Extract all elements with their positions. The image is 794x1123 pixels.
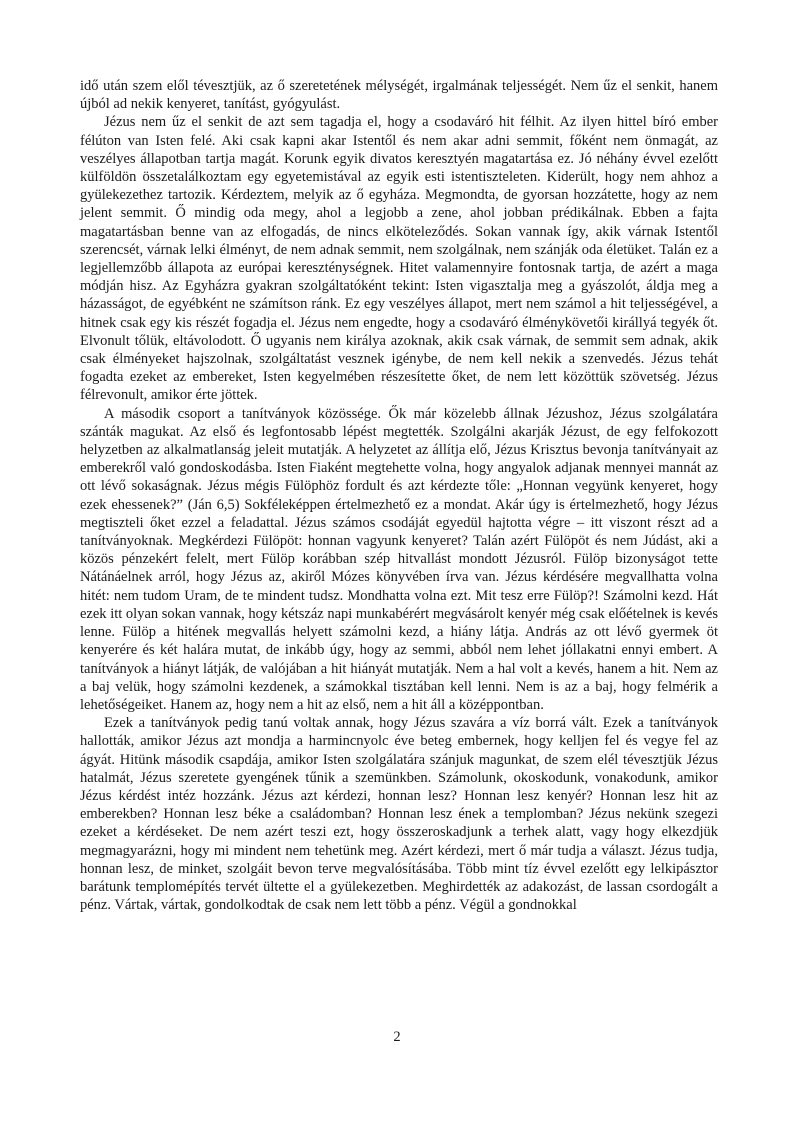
paragraph: Jézus nem űz el senkit de azt sem tagadja el, hogy a csodaváró hit félhit. Az ilyen hittel bíró ember félúton van Isten felé. Aki csak kapni akar Istentől és nem akar adni semmit, főként nem önmagát, az veszélyes állapotban tartja magát. Korunk egyik divatos keresztyén magatartása ez. Jó néhány évvel ezelőtt külföldön összetalálkoztam egy egyetemistával az egyik esti istentiszteleten. Kiderült, hogy nem ahhoz a gyülekezethez tartozik. Kérdeztem, melyik az ő egyháza. Megmondta, de gyorsan hozzátette, hogy az nem jelent semmit. Ő mindig oda megy, ahol a legjobb a zene, ahol jobban prédikálnak. Ebben a fajta magatartásban benne van az elfogadás, de nincs elköteleződés. Sokan vannak így, akik várnak Istentől szerencsét, várnak lelki élményt, de nem adnak semmit, nem szolgálnak, nem szánják oda életüket. Talán ez a legjellemzőbb állapota az európai kereszténységnek. Hitet valamennyire fontosnak tartja, de azért a maga módján hisz. Az Egyházra gyakran szolgáltatóként tekint: Isten vigasztalja meg a gyászolót, áldja meg a házasságot, de egyébként ne számítson ránk. Ez egy veszélyes állapot, mert nem számol a hit teljességével, a hitnek csak egy kis részét fogadja el. Jézus nem engedte, hogy a csodaváró élménykövetői királlyá tegyék őt. Elvonult tőlük, eltávolodott. Ő ugyanis nem királya azoknak, akik csak várnak, de semmit sem adnak, akik csak élményeket hajszolnak, szolgáltatást vesznek igénybe, de nem kell nekik a szenvedés. Jézus tehát fogadta ezeket az embereket, Isten kegyelmében részesítette őket, de nem lett közöttük szövetség. Jézus félrevonult, amikor érte jöttek.	[80, 114, 718, 404]
paragraph-continuation: idő után szem elől tévesztjük, az ő szeretetének mélységét, irgalmának teljességét. Nem űz el senkit, hanem újból ad nekik kenyeret, tanítást, gyógyulást.	[80, 78, 718, 113]
paragraph: A második csoport a tanítványok közössége. Ők már közelebb állnak Jézushoz, Jézus szolgálatára szánták magukat. Az első és legfontosabb lépést megtették. Szolgálni akarják Jézust, de egy felfokozott helyzetben az alkalmatlanság jeleit mutatják. A helyzetet az állítja elő, Jézus Krisztus bevonja tanítványait az emberekről való gondoskodásba. Isten Fiaként megtehette volna, hogy angyalok adjanak mennyei mannát az ott lévő sokaságnak. Jézus mégis Fülöphöz fordult és azt kérdezte tőle: „Honnan vegyünk kenyeret, hogy ezek ehessenek?” (Ján 6,5) Sokféleképpen értelmezhető ez a mondat. Akár úgy is értelmezhető, hogy Jézus megtiszteli őket ezzel a feladattal. Jézus számos csodáját egyedül hajtotta végre – itt viszont részt ad a tanítványoknak. Megkérdezi Fülöpöt: honnan vagyunk kenyeret? Talán azért Fülöpöt és nem Júdást, aki a közös pénzekért felelt, mert Fülöp korábban szép hitvallást mondott Jézusról. Fülöp bizonyságot tette Nátánáelnek arról, hogy Jézus az, akiről Mózes könyvében írva van. Jézus kérdésére megvallhatta volna hitét: nem tudom Uram, de te mindent tudsz. Mondhatta volna ezt. Mit tesz erre Fülöp?! Számolni kezd. Hát ezek itt olyan sokan vannak, hogy kétszáz napi munkabérért megvásárolt kenyér még csak előételnek is kevés lenne. Fülöp a hitének megvallás helyett számolni kezd, a hiány látja. András az ott lévő gyermek öt kenyerére és két halára mutat, de inkább úgy, hogy az semmi, abból nem lehet jóllakatni ennyi embert. A tanítványok a hiányt látják, de valójában a hit hiányát mutatják. Nem a hal volt a kevés, hanem a hit. Nem az a baj velük, hogy számolni kezdenek, a számokkal tisztában kell lenni. Nem is az a baj, hogy felmérik a lehetőségeiket. Hanem az, hogy nem a hit az első, nem a hit áll a középpontban.	[80, 405, 718, 713]
body-text	[80, 77, 718, 914]
paragraph: Ezek a tanítványok pedig tanú voltak annak, hogy Jézus szavára a víz borrá vált. Ezek a tanítványok hallották, amikor Jézus azt mondja a harmincnyolc éve beteg embernek, hogy kelljen fel és vegye fel az ágyát. Hitünk második csapdája, amikor Isten szolgálatára szánjuk magunkat, de szem elél tévesztjük Jézus hatalmát, Jézus szeretete gyengének tűnik a szemünkben. Számolunk, okoskodunk, vonakodunk, amikor Jézus kérdést intéz hozzánk. Jézus azt kérdezi, honnan lesz? Honnan lesz kenyér? Honnan lesz hit az emberekben? Honnan lesz béke a családomban? Honnan lesz ének a templomban? Jézus nekünk szegezi ezeket a kérdéseket. De nem azért teszi ezt, hogy összeroskadjunk a terhek alatt, vagy hogy elkezdjük megmagyarázni, hogy mi mindent nem tehetünk meg. Azért kérdezi, mert ő már tudja a választ. Jézus tudja, honnan lesz, de minket, szolgáit bevon terve megvalósításába. Több mint tíz évvel ezelőtt egy lelkipásztor barátunk templomépítés tervét ültette el a gyülekezetben. Meghirdették az adakozást, de lassan csordogált a pénz. Vártak, vártak, gondolkodtak de csak nem lett több a pénz. Végül a gondnokkal	[80, 715, 718, 914]
page-number: 2	[393, 1029, 401, 1045]
